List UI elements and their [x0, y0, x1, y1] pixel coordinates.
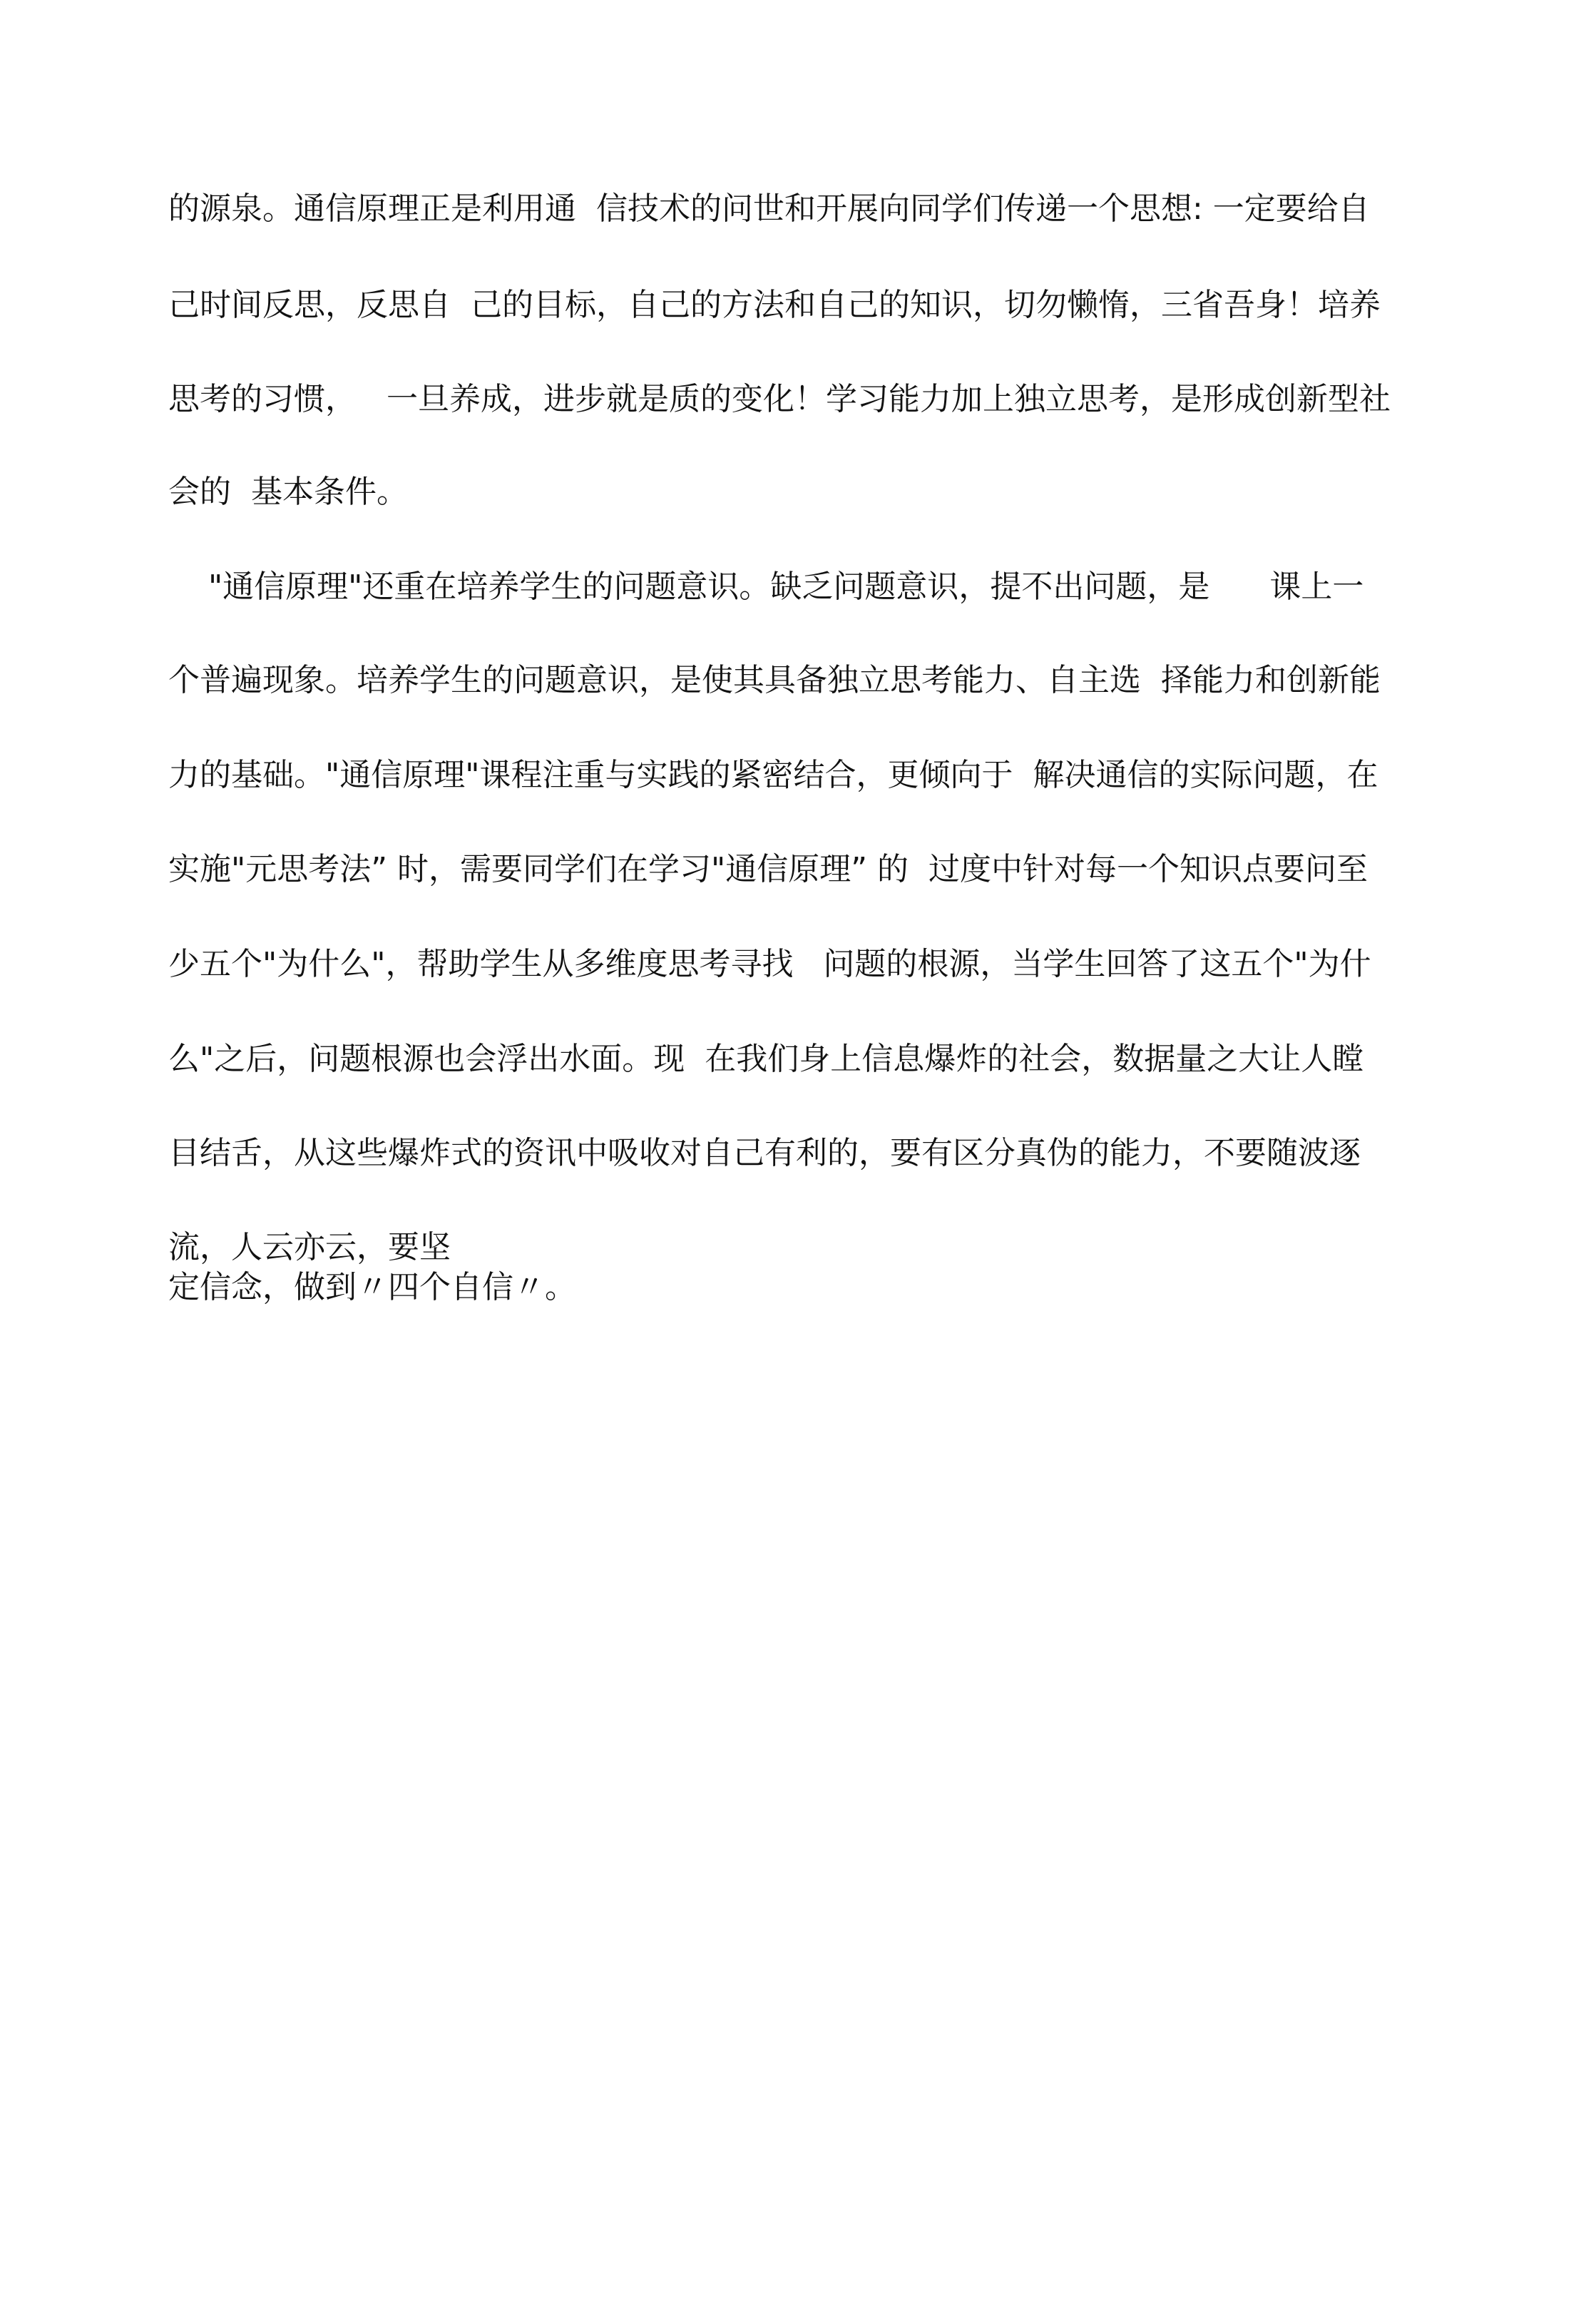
paragraph-2-line-5: 少五个"为什么"，帮助学生从多维度思考寻找 问题的根源，当学生回答了这五个"为什 [168, 946, 1371, 982]
paragraph-2-line-2: 个普遍现象。培养学生的问题意识，是使其具备独立思考能力、自主选 择能力和创新能 [168, 662, 1381, 698]
paragraph-1-line-3: 思考的习惯， 一旦养成，进步就是质的变化！学习能力加上独立思考，是形成创新型社 [168, 381, 1391, 417]
paragraph-1-line-1: 的源泉。通信原理正是利用通 信技术的问世和开展向同学们传递一个思想: 一定要给自 [168, 190, 1370, 227]
paragraph-1-line-4: 会的 基本条件。 [168, 474, 408, 510]
paragraph-2-line-7: 目结舌，从这些爆炸式的资讯中吸收对自己有利的，要有区分真伪的能力，不要随波逐 [168, 1135, 1361, 1171]
paragraph-1-line-2: 己时间反思，反思自 己的目标，自己的方法和自己的知识，切勿懒惰，三省吾身！培养 [168, 287, 1381, 323]
paragraph-2-line-6: 么"之后，问题根源也会浮出水面。现 在我们身上信息爆炸的社会，数据量之大让人瞠 [168, 1041, 1364, 1077]
paragraph-2-line-3: 力的基础。"通信原理"课程注重与实践的紧密结合，更倾向于 解决通信的实际问题，在 [168, 757, 1378, 793]
paragraph-2-line-4: 实施"元思考法” 时，需要同学们在学习"通信原理” 的 过度中针对每一个知识点要问至 [168, 851, 1368, 887]
paragraph-2-line-8: 流，人云亦云，要坚 [168, 1229, 451, 1265]
paragraph-2-line-9: 定信念，做到〃四个自信〃。 [168, 1269, 576, 1305]
paragraph-2-line-1: "通信原理"还重在培养学生的问题意识。缺乏问题意识，提不出问题，是 课上一 [168, 569, 1364, 605]
